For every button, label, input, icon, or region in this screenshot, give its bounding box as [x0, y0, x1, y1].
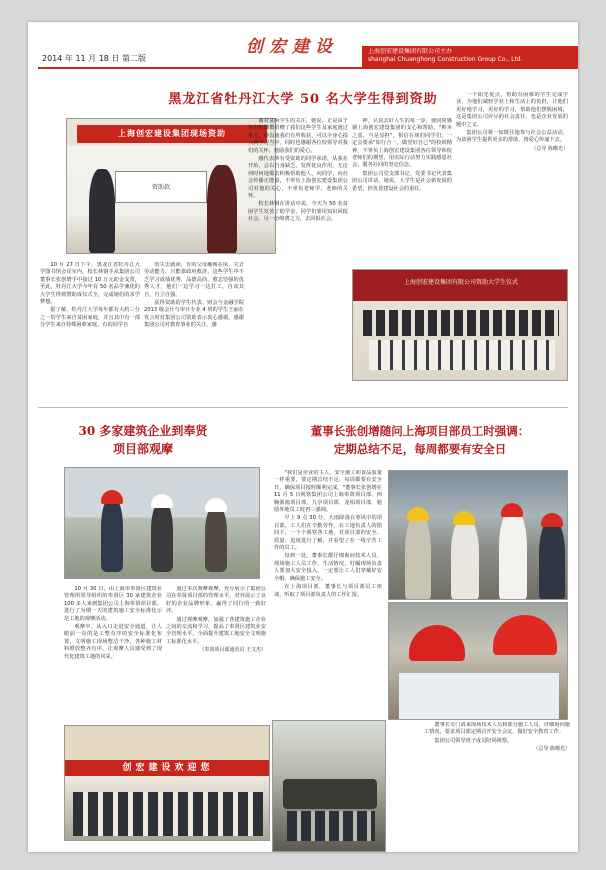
byline: （奉贤项目部通讯员 王文杰）: [199, 647, 266, 654]
sponsor-cn: 上海创宏建设集团有限公司主办: [368, 48, 453, 55]
cheque-board: 资助款: [115, 171, 207, 203]
paragraph: 通过观摩观摩，加强了各建筑施工企业之间的交流和学习，提高了奉贤区建筑业安全管理水平，全面提升建筑工地安全文明施工标准化水平。: [166, 616, 266, 645]
helmet-icon: [407, 507, 429, 521]
helmet-icon: [501, 503, 523, 517]
paragraph: 通过本次观摩观摩，充分展示了集团公司在奉贤项目部的管理水平，对外展示了良好的企业品牌形象，赢得了同行的一致好评。: [166, 586, 266, 615]
helmet-icon: [409, 625, 465, 661]
article3-col3: [424, 722, 570, 848]
article2-photo-site: [64, 467, 260, 579]
issue-date: 2014 年 11 月 18 日 第二版: [42, 54, 146, 63]
sponsor-en: shanghai Chuanghong Construction Group Co., Ltd.: [368, 56, 523, 63]
article3-photo-workers: [388, 470, 568, 600]
group-row-back: [363, 310, 559, 336]
article3-photo-meeting: [272, 720, 386, 852]
article1-headline: 黑龙江省牡丹江大学 50 名大学生得到资助: [168, 92, 438, 107]
person-figure: [101, 498, 123, 572]
paragraph: 神，认真去好人生的每一步，使同时感谢上海创宏建设集团的支心和帮助，"帅本之基，当是显担"，相信在座的同学们，一定会要承"如行合一，做堂好自己"的校训精神，不辜负上海创宏建设集团各位领导和校老师们的期望，用实际行动努力实践感恩社会、服务社回的坚定信念。: [352, 118, 452, 169]
meeting-table: [283, 779, 377, 809]
article1-col1: [40, 262, 140, 392]
byline: （总导 陈曙光）: [533, 746, 570, 753]
masthead-rule: [38, 67, 578, 69]
paragraph: 早上 9 点 30 分，大雨降落在寒风中的项目部，工人们在辛勤劳作。在工地负责人的陪同下，一个个视察各工地，对项目部的安全、质量、进度进行了解，并看望了在一线辛苦工作的员工。: [274, 515, 382, 552]
newspaper-logo: 创宏建设: [246, 37, 338, 57]
person-figure: [151, 502, 173, 572]
article1-photo-cheque: [66, 118, 276, 254]
article3-headline: [270, 422, 570, 458]
person-figure: [451, 519, 479, 600]
article1-col4: [352, 118, 452, 264]
helmet-icon: [541, 513, 563, 527]
person-figure: [207, 165, 237, 254]
byline: （总导 陈曙光）: [531, 145, 568, 152]
article2-col1: [64, 586, 162, 716]
person-figure: [499, 511, 527, 600]
helmet-icon: [205, 498, 227, 512]
article1-col3: [248, 118, 348, 398]
article3-photo-helmets: [388, 602, 568, 720]
article1-photo-ceremony: [352, 269, 568, 381]
helmet-icon: [151, 494, 173, 508]
photo-banner: 上海创宏建设集团现场资助: [77, 125, 267, 143]
paragraph: 董事长专门请来现场技术人员和部分施工人员，详细询问施工情况，要求项目部定期召开安全会议，做好安全教育工作。: [424, 722, 570, 736]
photo-banner: 创宏建设欢迎您: [122, 763, 214, 773]
paragraph: 集团公司领导班子成员陪同视察。: [434, 737, 513, 744]
paragraph: 观摩中，从入口走进安全通道，让人眼前一亮的是工整有序的安全标准化布置，文明施工现场整洁干净，各种施工材料堆放整齐有序，让观摩人员感受到了现代化建筑工地的风采。: [64, 624, 162, 660]
newspaper-page: [28, 22, 578, 852]
paragraph: 10 月 27 日下午，黑龙江省牡丹江大学图书馆会议室内，校长林钢手从集团公司董事长张创增手中接过 10 万元助金支票，至此，牡丹江大学今年有 50 名品学兼优的大学生得到赞助成仪式全，完成她们的求学梦想。: [40, 262, 140, 306]
paragraph: 获得资助的学生代表、财会与金融学院 2013 级会计与审计专业 4 班的学生王丽在发言时对集团公司资助表示衷心感谢。感谢集团公司对教育事业的关注，感: [144, 300, 244, 329]
person-figure: [405, 515, 431, 600]
photo-banner: 上海创宏建设集团有限公司资助大学生仪式: [403, 279, 518, 286]
paragraph: "我们是企业的主人，安全施工和食品质量一样重要，要定期总结不足，每周都要有安全日，确保项目按时顺利完成。"董事长张创增在 11 月 5 日视察集团公司上海奉贤项目部、西胸浙淞项目部、九亭项目部、龙柏项目部，勉励外地员工时再三强调。: [274, 470, 382, 514]
meeting-attendees: [287, 811, 375, 841]
article2-photo-group: [64, 725, 270, 841]
paragraph: 10 月 30 日，由上海市奉贤区建筑业管理所领导组织的奉贤区 30 家建筑企业 100 多人来到集团公司上海奉贤项目部，进行了为期一天的建筑施工安全标准化示范工地的观摩活动。: [64, 586, 162, 622]
paragraph: 感代表所有受资助的同学承诺，从我在开始，会以自身缺乏，发挥优良作用，无论何时何地都去积极帮助他人，向同学，向社会传播正能量，不辜负上海创宏建设集团公司对他的关心，不辜负老师学，老师的关怀。: [248, 156, 348, 200]
paragraph: 在上海项目部，董事长与项目部员工座谈，听取了项目部负责人的工作汇报。: [274, 584, 382, 598]
paragraph: 校长林钢在讲话中说，今天为 50 名贫困学生发放了助学金，同学们要用知识回报社会，尽一份绵薄之力，去回报社会。: [248, 201, 348, 223]
paragraph: 幼失去就读，有的父母瘫痪在床，失去劳动能力，只能靠政府救济，这些学生中不乏学习成绩优秀，品德高尚，愈志坚强的优秀人才，他们一边学习一边打工，自食其自，自立自强。: [144, 262, 244, 298]
helmet-icon: [101, 490, 123, 504]
group-row-front: [369, 340, 555, 370]
helmet-icon: [493, 615, 557, 655]
headline-line: 定期总结不足，每周都要有安全日: [333, 442, 507, 456]
person-figure: [539, 521, 565, 600]
sponsor-bar: [362, 46, 578, 67]
paragraph: 每到一处，董事长都仔细询问技术人员，现场施工人员工作、生活情况，叮嘱现场负责人要加大安全投入，一定要让工人们穿戴好安全帽，确保施工安全。: [274, 553, 382, 582]
group-row: [73, 792, 263, 836]
article2-col2: [166, 586, 266, 716]
paragraph: 据了解，牡丹江大学每年都有大约三分之一的学生来自贫困家庭，并且其中有一部分学生来自特殊困难家庭。有的同学自: [40, 307, 140, 329]
person-figure: [205, 506, 227, 572]
paragraph: 集团公司将一如既往地参与社会公益活动，为贫困学生提供更多的帮助，将爱心传递下去。: [456, 130, 568, 144]
paragraph: 谢对贫困学生的关注，她说，正是由于你们的慷慨捐赠了我们这些学生及家庭渡过难关，得以使我们有所收获，可以全身心投入到学习当中，同时也感谢各位校领导对我们的关怀，勉励我们的爱心。: [248, 118, 348, 154]
paragraph: 一个阳光优点，帮助有困难的学生完成学业，为他们减轻学业上和生活上的负担，让他们更好地学习，更好的学习，帮助他们摆脱困境，这是集团公司应尽的社会责任，也是企业发展的题中之义。: [456, 92, 568, 128]
headline-line: 董事长张创增随问上海项目部员工时强调：: [310, 424, 530, 438]
article1-col2: [144, 262, 244, 392]
person-figure: [89, 169, 115, 254]
masthead: [28, 22, 578, 74]
article1-col5: [456, 92, 568, 264]
section-divider: [38, 407, 568, 408]
paragraph: 集团公司党支部书记、党委书记代表集团公司讲话，她说，大学生是社会新发展的希望，担负着建设社会的重任。: [352, 170, 452, 192]
article2-headline: 30 多家建筑企业到奉贤 项目部观摩: [78, 424, 208, 456]
article3-col1: [274, 470, 382, 710]
worker-shirts: [399, 673, 559, 719]
helmet-icon: [453, 511, 475, 525]
